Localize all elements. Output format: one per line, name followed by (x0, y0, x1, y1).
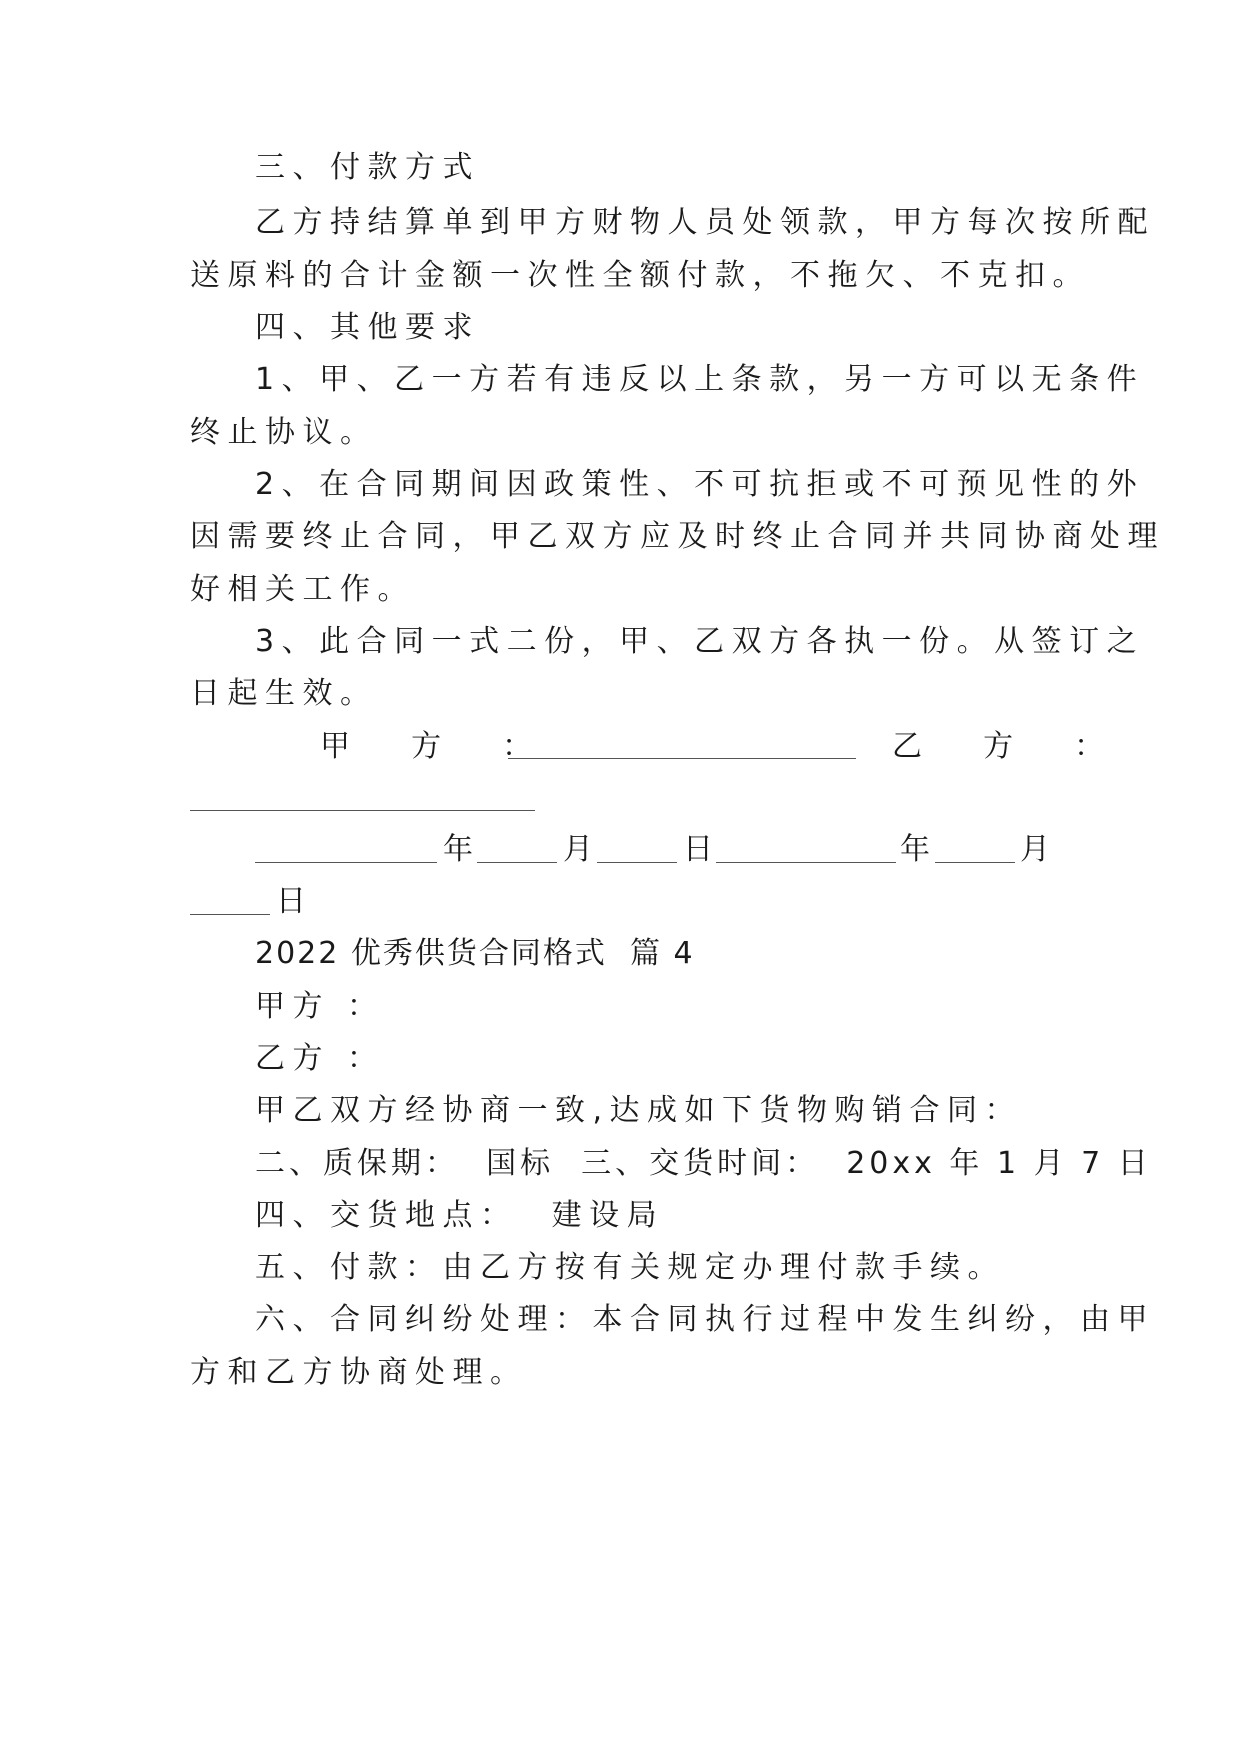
date-b-day-label: 日 (276, 884, 306, 919)
date-a-day-line (597, 862, 677, 863)
date-a-month-line (477, 862, 557, 863)
date-b-month-label: 月 (1020, 832, 1050, 867)
date-a-year-line (255, 862, 437, 863)
section-heading-other: 四、其他要求 (255, 310, 480, 345)
section-heading-payment: 三、付款方式 (255, 150, 480, 185)
party-b-label: 乙 方 ： (892, 729, 1119, 764)
paragraph-line: 3、此合同一式二份，甲、乙双方各执一份。从签订之 (255, 624, 1145, 659)
party-a-line: 甲方 ： (255, 989, 385, 1024)
clause-warranty-delivery-time: 二、质保期： 国标 三、交货时间： 20xx 年 1 月 7 日 (255, 1146, 1152, 1181)
date-a-year-label: 年 (443, 832, 473, 867)
paragraph-line: 好相关工作。 (190, 572, 415, 607)
date-b-day-line (190, 914, 270, 915)
paragraph-line: 乙方持结算单到甲方财物人员处领款，甲方每次按所配 (255, 205, 1155, 240)
clause-payment: 五、付款：由乙方按有关规定办理付款手续。 (255, 1250, 1005, 1285)
paragraph-line: 送原料的合计金额一次性全额付款，不拖欠、不克扣。 (190, 258, 1090, 293)
date-a-day-label: 日 (683, 832, 713, 867)
paragraph-line: 2、在合同期间因政策性、不可抗拒或不可预见性的外 (255, 467, 1145, 502)
clause-dispute-cont: 方和乙方协商处理。 (190, 1355, 528, 1390)
clause-delivery-location: 四、交货地点： 建设局 (255, 1198, 665, 1233)
party-b-signature-line (190, 810, 535, 811)
party-b-line: 乙方 ： (255, 1041, 385, 1076)
date-a-month-label: 月 (563, 832, 593, 867)
contract-intro: 甲乙双方经协商一致,达成如下货物购销合同： (255, 1093, 1023, 1128)
party-a-signature-line (508, 758, 856, 759)
clause-dispute: 六、合同纠纷处理：本合同执行过程中发生纠纷，由甲 (255, 1302, 1155, 1337)
date-b-year-label: 年 (900, 832, 930, 867)
date-b-year-line (716, 862, 896, 863)
paragraph-line: 日起生效。 (190, 676, 378, 711)
paragraph-line: 因需要终止合同，甲乙双方应及时终止合同并共同协商处理 (190, 519, 1165, 554)
paragraph-line: 1、甲、乙一方若有违反以上条款，另一方可以无条件 (255, 362, 1145, 397)
paragraph-line: 终止协议。 (190, 415, 378, 450)
contract-part-title: 2022 优秀供货合同格式 篇 4 (255, 936, 695, 971)
date-b-month-line (935, 862, 1015, 863)
party-a-label: 甲 方 ： (320, 729, 547, 764)
